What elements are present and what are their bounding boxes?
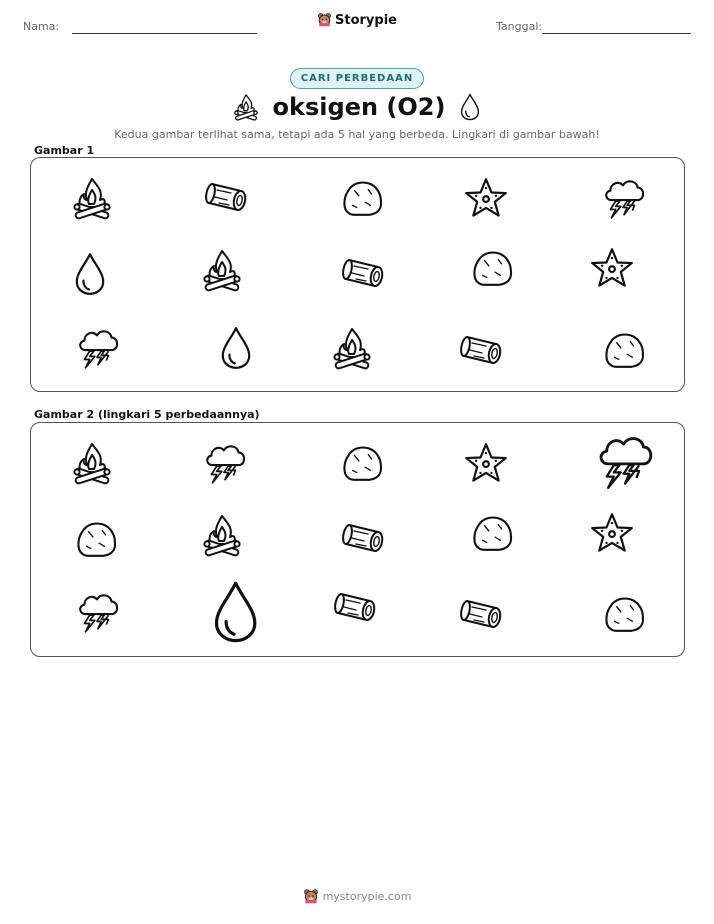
campfire-icon xyxy=(72,176,112,220)
log-icon[interactable] xyxy=(457,595,503,635)
badge-wrap xyxy=(0,66,714,89)
instructions: Kedua gambar terlihat sama, tetapi ada 5 hal yang berbeda. Lingkari di gambar bawah! xyxy=(114,128,600,141)
date-label: Tanggal: xyxy=(496,20,543,33)
title-text: oksigen (O2) xyxy=(272,93,446,121)
starfish-icon xyxy=(590,246,634,290)
rock-icon[interactable] xyxy=(339,442,385,484)
storm-cloud-icon xyxy=(75,325,121,371)
footer-site: mystorypie.com xyxy=(322,890,412,903)
log-icon[interactable] xyxy=(339,519,385,559)
storm-cloud-icon xyxy=(601,175,647,221)
picture2-label: Gambar 2 (lingkari 5 perbedaannya) xyxy=(34,408,260,421)
water-drop-icon xyxy=(73,252,107,296)
log-icon xyxy=(339,254,385,294)
picture1-label: Gambar 1 xyxy=(34,144,95,157)
campfire-icon xyxy=(332,326,372,370)
name-line[interactable] xyxy=(72,33,257,34)
campfire-icon[interactable] xyxy=(202,513,242,557)
rock-icon[interactable] xyxy=(469,512,515,554)
brand-name: Storypie xyxy=(335,13,397,28)
footer xyxy=(0,888,714,907)
log-icon[interactable] xyxy=(331,588,377,628)
starfish-icon[interactable] xyxy=(464,441,508,485)
starfish-icon[interactable] xyxy=(590,511,634,555)
name-label: Nama: xyxy=(23,20,60,33)
bear-icon xyxy=(303,888,319,907)
storm-cloud-icon[interactable] xyxy=(75,589,121,635)
rock-icon xyxy=(339,177,385,219)
campfire-icon xyxy=(233,93,259,127)
storm-cloud-icon[interactable] xyxy=(594,430,656,492)
storm-cloud-icon[interactable] xyxy=(202,440,248,486)
water-drop-icon xyxy=(459,93,481,127)
bear-icon xyxy=(317,12,332,31)
rock-icon xyxy=(601,329,647,371)
campfire-icon xyxy=(202,248,242,292)
rock-icon xyxy=(469,247,515,289)
page-title xyxy=(0,93,714,127)
starfish-icon xyxy=(464,176,508,220)
log-icon xyxy=(457,331,503,371)
water-drop-icon[interactable] xyxy=(211,580,260,644)
date-line[interactable] xyxy=(542,33,691,34)
water-drop-icon xyxy=(219,326,253,370)
log-icon xyxy=(202,178,248,218)
brand-logo xyxy=(0,12,714,31)
rock-icon[interactable] xyxy=(73,518,119,560)
rock-icon[interactable] xyxy=(601,593,647,635)
worksheet-badge: CARI PERBEDAAN xyxy=(290,68,424,89)
campfire-icon[interactable] xyxy=(72,441,112,485)
